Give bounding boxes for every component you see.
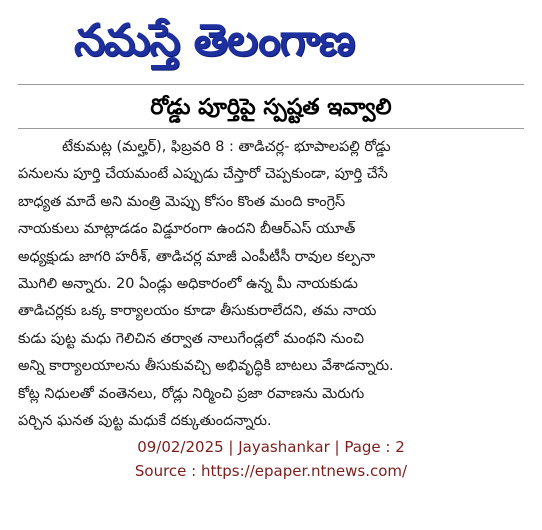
article-line: తాడిచర్లకు ఒక్క కార్యాలయం కూడా తీసుకురాలేదని, తమ నాయ: [18, 303, 377, 320]
article-line: నాయకులు మాట్లాడడం విడ్డూరంగా ఉందని బీఆర్‌ఎస్ యూత్: [18, 221, 356, 238]
article-body: [18, 134, 526, 435]
headline-divider: [18, 128, 524, 129]
article-line: పర్చిన ఘనత పుట్ట మధుకే దక్కుతుందన్నారు.: [18, 412, 272, 429]
article-line: టేకుమట్ల (మల్హర్), ఫిబ్రవరి 8 : తాడిచర్ల- భూపాలపల్లి రోడ్డు: [62, 139, 391, 155]
article-line: బాధ్యత మాదే అని మంత్రి మెప్పు కోసం కొంత మంది కాంగ్రెస్: [18, 193, 346, 210]
article-line: కోట్ల నిధులతో వంతెనలు, రోడ్లు నిర్మించి ప్రజా రవాణను మెరుగు: [18, 385, 365, 402]
article-line: అన్ని కార్యాలయాలను తీసుకువచ్చి అభివృద్ధికి బాటలు వేశాడన్నారు.: [18, 358, 394, 375]
article-line: అధ్యక్షుడు జాగరి హరీశ్, తాడిచర్ల మాజీ ఎంపీటీసీ రావుల కల్పనా: [18, 248, 376, 265]
clipping-date-line: 09/02/2025 | Jayashankar | Page : 2: [137, 438, 405, 456]
article-headline: రోడ్డు పూర్తిపై స్పష్టత ఇవ్వాలి: [150, 95, 392, 120]
article-line: మొగిలి అన్నారు. 20 ఏండ్లు అధికారంలో ఉన్న మీ నాయకుడు: [18, 275, 358, 292]
article-line: పనులను పూర్తి చేయమంటే ఎప్పుడు చేస్తారో చెప్పకుండా, పూర్తి చేసే: [18, 166, 388, 183]
cropped-next-line: [20, 417, 522, 423]
masthead-divider: [18, 84, 524, 85]
article-line: కుడు పుట్ట మధు గెలిచిన తర్వాత నాలుగేండ్లలో మంథని నుంచి: [18, 330, 364, 347]
clipping-source-line: Source : https://epaper.ntnews.com/: [134, 462, 408, 480]
newspaper-masthead: నమస్తే తెలంగాణ: [74, 15, 355, 66]
